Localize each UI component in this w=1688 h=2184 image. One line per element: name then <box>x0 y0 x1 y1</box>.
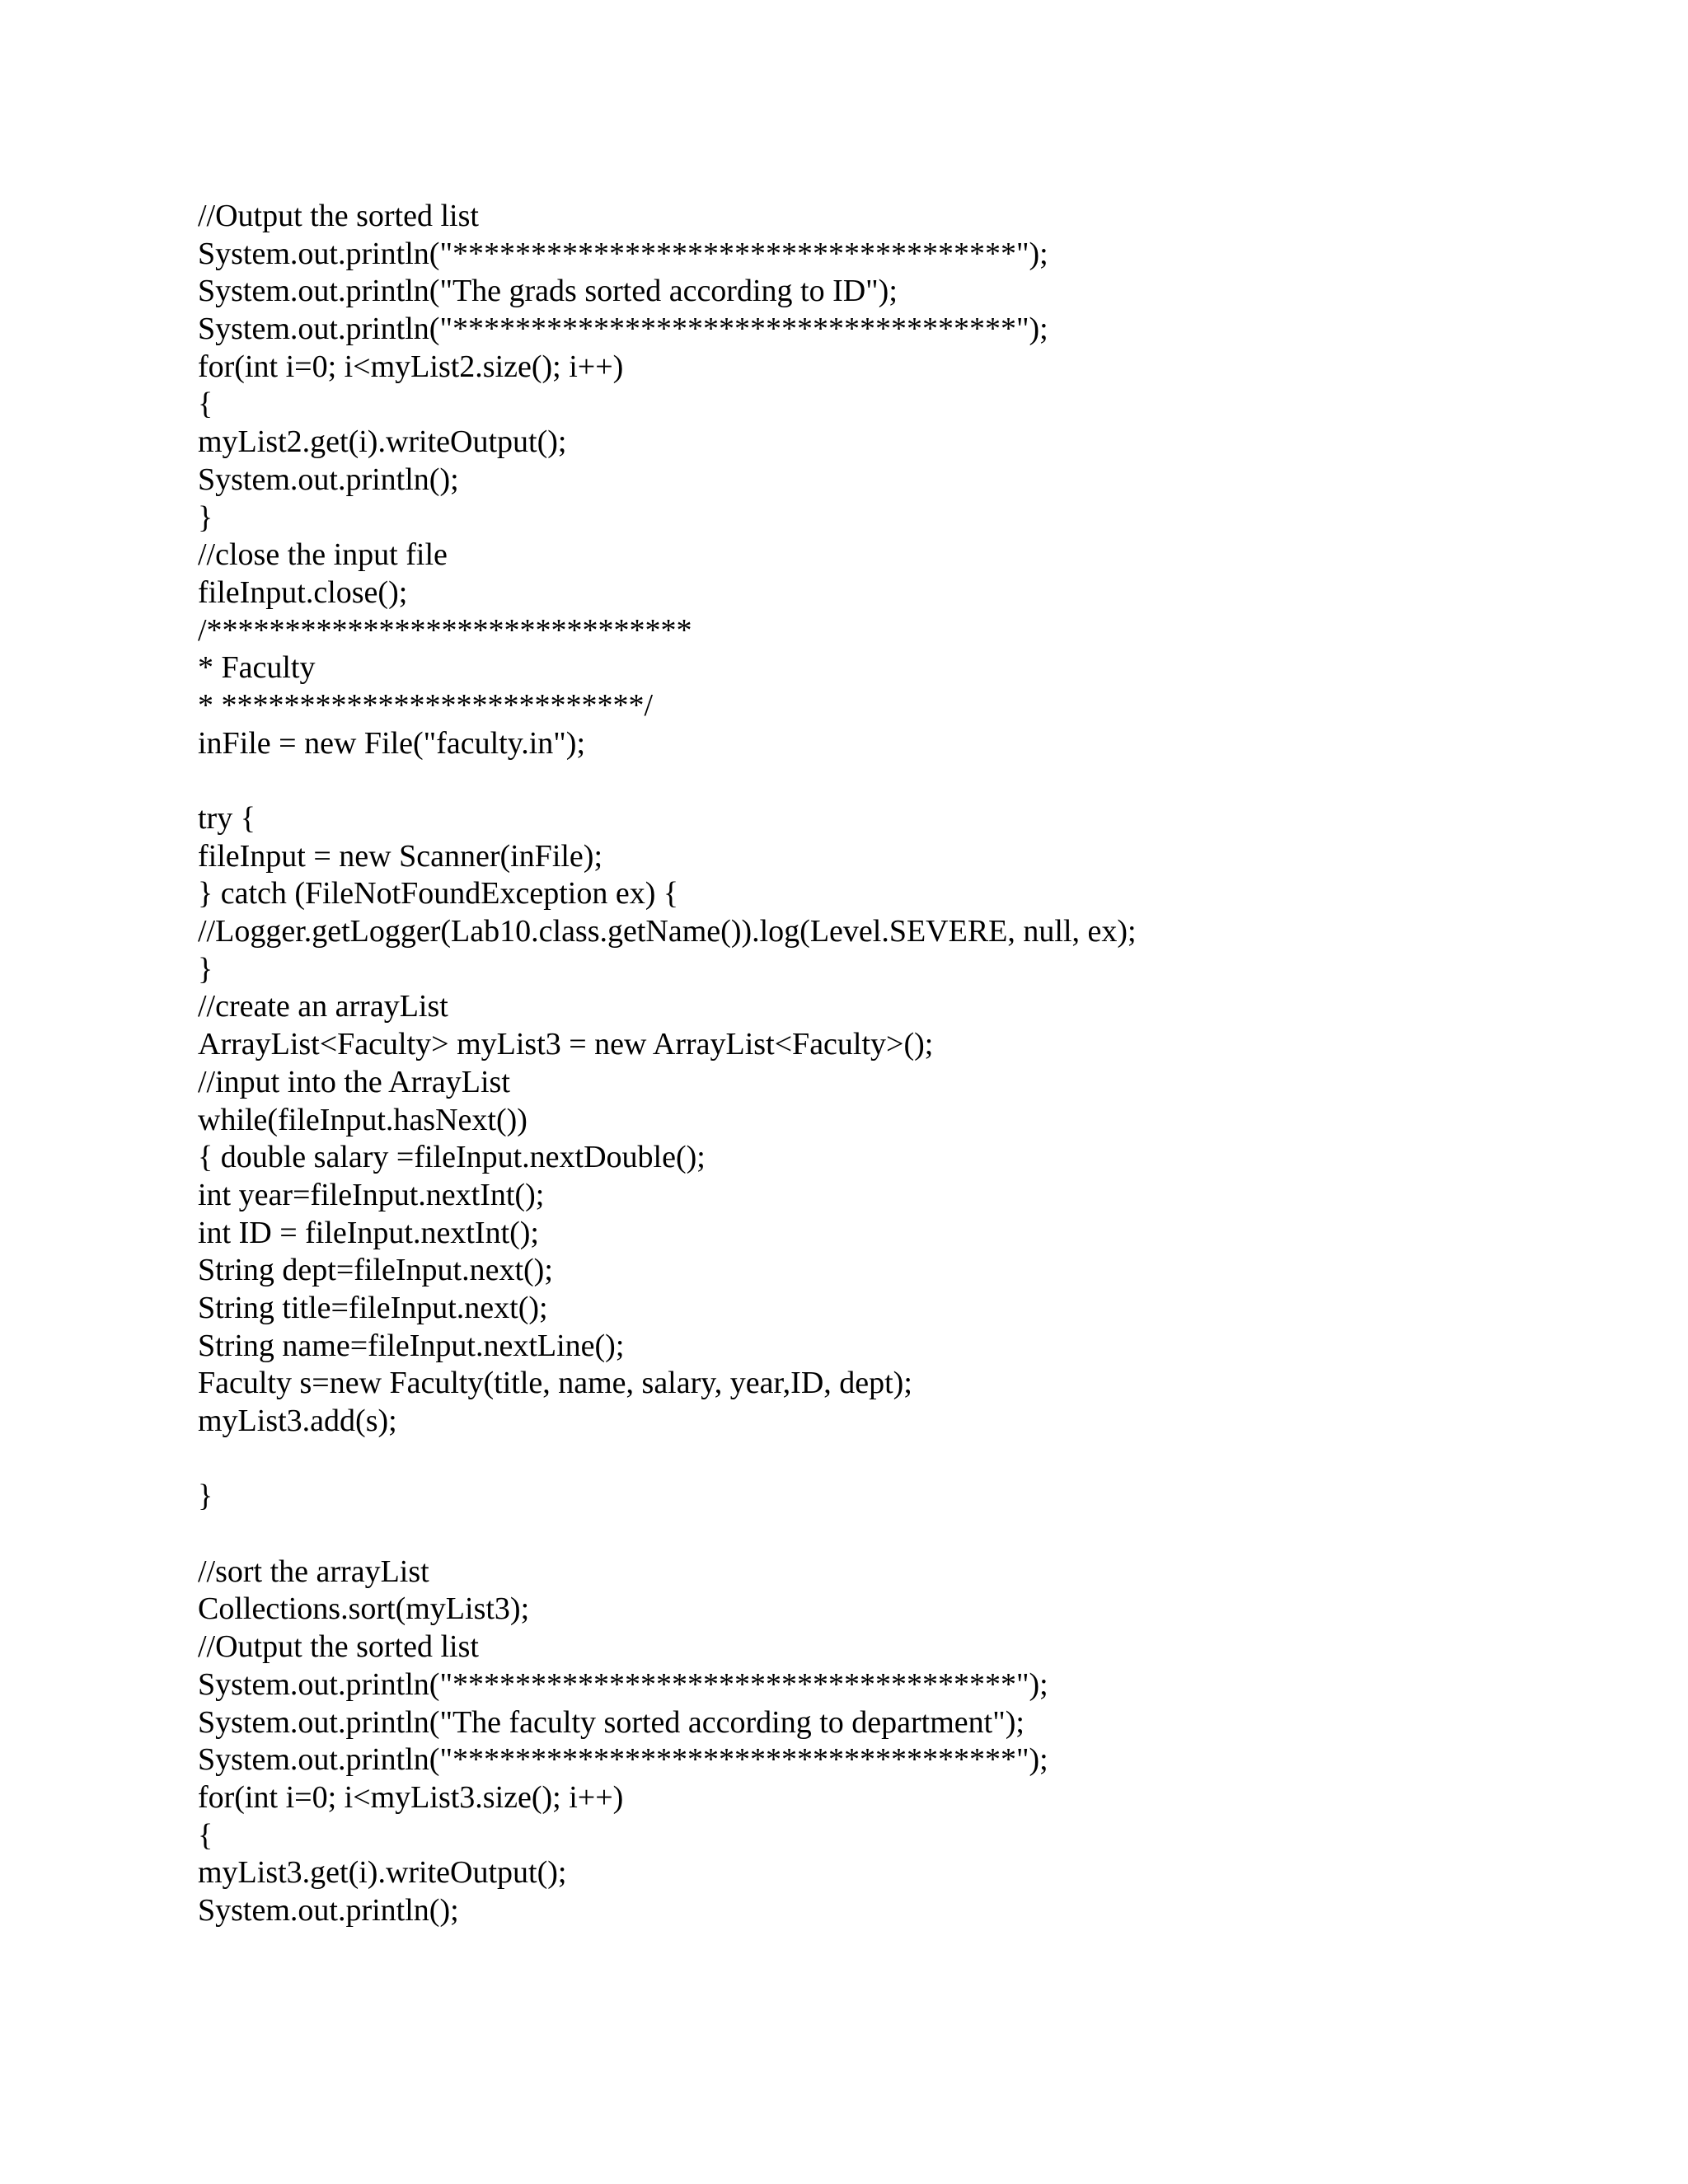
code-line: Faculty s=new Faculty(title, name, salary, year,ID, dept); <box>198 1366 912 1401</box>
code-line: int year=fileInput.nextInt(); <box>198 1177 545 1212</box>
code-line: System.out.println("************************************"); <box>198 1742 1048 1778</box>
code-line: myList3.add(s); <box>198 1404 397 1438</box>
code-line: } catch (FileNotFoundException ex) { <box>198 876 679 912</box>
code-line: System.out.println("The grads sorted according to ID"); <box>198 274 898 309</box>
code-line: Collections.sort(myList3); <box>198 1591 530 1627</box>
code-line: } <box>198 1479 213 1514</box>
code-line: //Output the sorted list <box>198 199 479 233</box>
code-line: for(int i=0; i<myList2.size(); i++) <box>198 349 624 384</box>
code-line: System.out.println("************************************"); <box>198 236 1048 271</box>
code-line: } <box>198 951 213 987</box>
code-line: int ID = fileInput.nextInt(); <box>198 1215 539 1250</box>
code-line: String title=fileInput.next(); <box>198 1290 548 1325</box>
code-line: //create an arrayList <box>198 989 448 1024</box>
code-line: //Logger.getLogger(Lab10.class.getName()).log(Level.SEVERE, null, ex); <box>198 914 1137 949</box>
blank-line <box>198 1441 1648 1479</box>
code-line: //close the input file <box>198 537 448 573</box>
code-line: for(int i=0; i<myList3.size(); i++) <box>198 1779 624 1815</box>
code-line: { <box>198 1817 213 1853</box>
code-line: inFile = new File("faculty.in"); <box>198 725 586 761</box>
code-line: myList3.get(i).writeOutput(); <box>198 1855 567 1891</box>
blank-line <box>198 1516 1648 1554</box>
code-line: //sort the arrayList <box>198 1554 429 1589</box>
code-line: System.out.println(); <box>198 1892 459 1928</box>
code-line: try { <box>198 801 256 836</box>
code-line: System.out.println("************************************"); <box>198 1666 1048 1702</box>
code-line: //input into the ArrayList <box>198 1064 510 1099</box>
code-line: String name=fileInput.nextLine(); <box>198 1328 625 1363</box>
code-listing <box>198 198 1648 1930</box>
code-line: System.out.println("The faculty sorted according to department"); <box>198 1704 1025 1740</box>
code-line: System.out.println(); <box>198 462 459 497</box>
code-line: fileInput = new Scanner(inFile); <box>198 838 603 874</box>
code-line: System.out.println("************************************"); <box>198 312 1048 347</box>
code-line: //Output the sorted list <box>198 1629 479 1665</box>
code-line: * ***************************/ <box>198 687 654 723</box>
code-line: } <box>198 499 213 535</box>
blank-line <box>198 762 1648 800</box>
code-line: String dept=fileInput.next(); <box>198 1253 553 1288</box>
code-line: ArrayList<Faculty> myList3 = new ArrayList<Faculty>(); <box>198 1027 934 1062</box>
code-line: while(fileInput.hasNext()) <box>198 1102 528 1137</box>
code-line: * Faculty <box>198 650 316 686</box>
code-line: /******************************* <box>198 612 692 648</box>
code-line: fileInput.close(); <box>198 574 408 610</box>
code-line: myList2.get(i).writeOutput(); <box>198 424 567 460</box>
code-line: { double salary =fileInput.nextDouble(); <box>198 1140 706 1175</box>
code-line: { <box>198 387 213 422</box>
